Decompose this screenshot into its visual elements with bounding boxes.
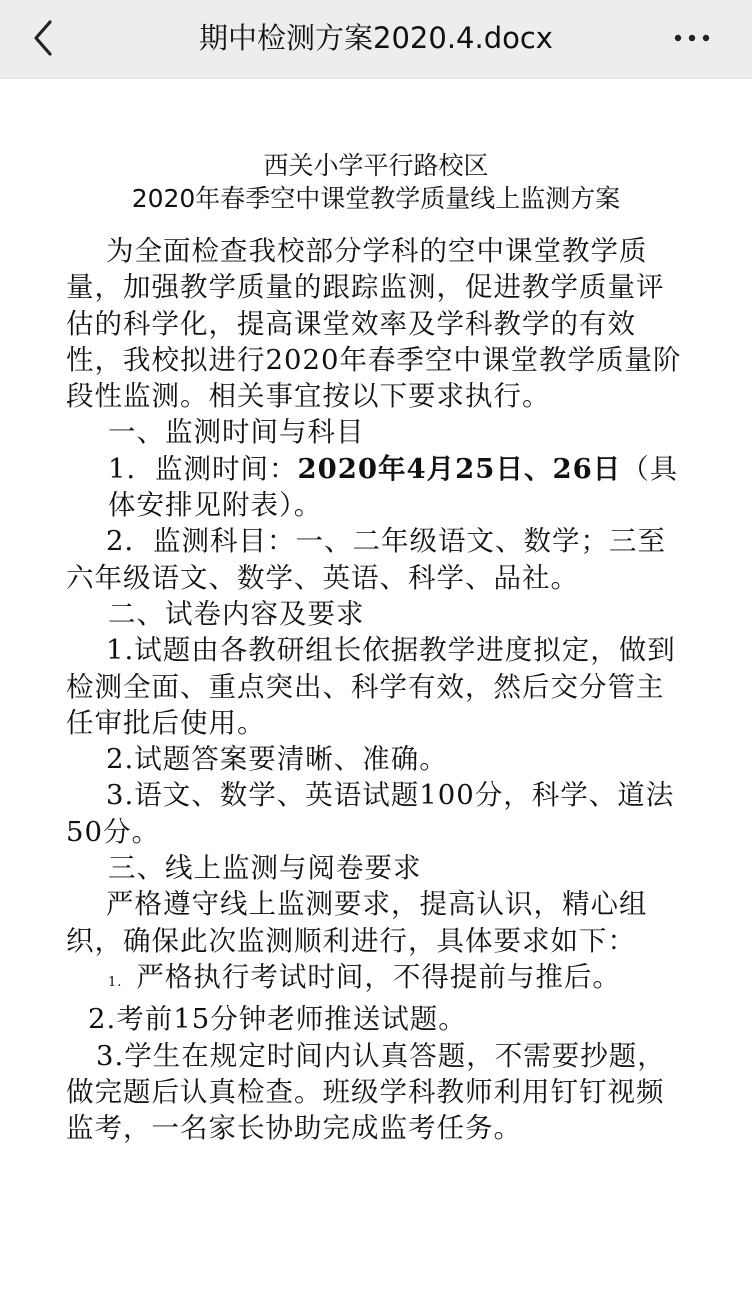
section-3-item-2: 2.考前15分钟老师推送试题。 (88, 1003, 467, 1036)
exam-date: 2020年4月25日、26日 (297, 452, 622, 485)
item-1-number: 1. (108, 974, 123, 990)
document-content (0, 79, 752, 1146)
top-nav-bar (0, 0, 752, 79)
document-body (66, 233, 686, 1146)
section-1-title: 一、监测时间与科目 (108, 416, 365, 449)
section-1-item-2: 2．监测科目：一、二年级语文、数学；三至六年级语文、数学、英语、科学、品社。 (66, 525, 666, 594)
heading-plan-title: 2020年春季空中课堂教学质量线上监测方案 (131, 184, 621, 213)
more-dots-icon (672, 26, 712, 50)
section-1-item-1 (66, 451, 686, 524)
document-title: 期中检测方案2020.4.docx (199, 21, 553, 55)
chevron-left-icon (26, 17, 66, 59)
document-heading (66, 79, 686, 215)
item-1-text: 严格执行考试时间，不得提前与推后。 (136, 960, 621, 993)
section-3-item-1 (66, 959, 686, 1001)
back-button[interactable] (26, 17, 66, 59)
heading-school: 西关小学平行路校区 (263, 151, 489, 180)
section-2-item-2: 2.试题答案要清晰、准确。 (106, 743, 448, 776)
more-button[interactable] (672, 26, 712, 50)
intro-paragraph: 为全面检查我校部分学科的空中课堂教学质量，加强教学质量的跟踪监测，促进教学质量评估的科学化，提高课堂效率及学科教学的有效性，我校拟进行2020年春季空中课堂教学质量阶段性监测。相关事宜按以下要求执行。 (66, 235, 682, 413)
section-2-item-3: 3.语文、数学、英语试题100分，科学、道法50分。 (66, 779, 675, 848)
section-3-item-3: 3.学生在规定时间内认真答题，不需要抄题，做完题后认真检查。班级学科教师利用钉钉视频监考，一名家长协助完成监考任务。 (66, 1039, 666, 1145)
item-1-label: 1．监测时间： (108, 452, 298, 485)
section-3-intro: 严格遵守线上监测要求，提高认识，精心组织，确保此次监测顺利进行，具体要求如下： (66, 888, 648, 957)
section-2-item-1: 1.试题由各教研组长依据教学进度拟定，做到检测全面、重点突出、科学有效，然后交分管主任审批后使用。 (66, 634, 676, 739)
section-2-title: 二、试卷内容及要求 (108, 597, 365, 630)
section-3-title: 三、线上监测与阅卷要求 (108, 852, 422, 885)
item-1-rest: （具体安排见附表）。 (108, 452, 679, 522)
